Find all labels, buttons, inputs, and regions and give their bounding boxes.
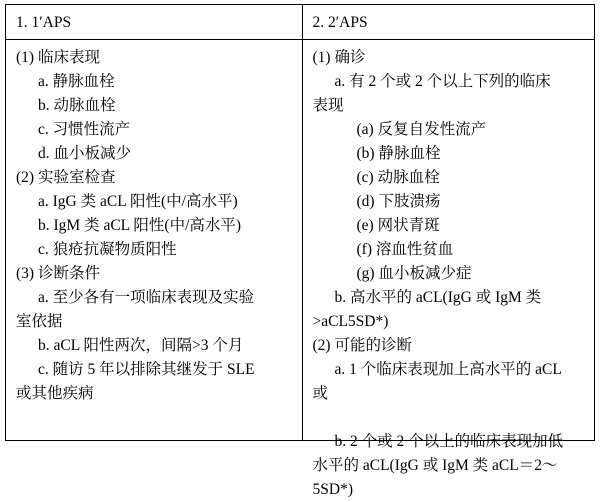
list-item-continuation: 室依据 xyxy=(16,313,63,330)
list-item: (c) 动脉血栓 xyxy=(356,169,440,186)
comparison-table xyxy=(5,4,595,498)
list-item: b. 2 个或 2 个以上的临床表现加低 xyxy=(334,433,564,450)
list-item: c. 随访 5 年以排除其继发于 SLE xyxy=(38,361,255,378)
column-header-secondary-aps: 2. 2′APS xyxy=(303,5,595,40)
list-item: b. 高水平的 aCL(IgG 或 IgM 类 xyxy=(334,289,542,306)
list-item: c. 习惯性流产 xyxy=(38,121,131,138)
list-item: (f) 溶血性贫血 xyxy=(356,241,454,258)
list-item-continuation: 5SD*) xyxy=(312,481,353,498)
column-body-secondary-aps xyxy=(303,40,595,502)
list-item: c. 狼疮抗凝物质阳性 xyxy=(38,241,177,258)
list-item: (d) 下肢溃疡 xyxy=(356,193,441,210)
list-item: b. IgM 类 aCL 阳性(中/高水平) xyxy=(38,217,242,234)
list-item: (1) 确诊 xyxy=(312,49,366,66)
list-item: d. 血小板减少 xyxy=(38,145,132,162)
list-item: (a) 反复自发性流产 xyxy=(356,121,487,138)
list-item-continuation: 水平的 aCL(IgG 或 IgM 类 aCL＝2～ xyxy=(312,457,558,474)
list-item: (2) 可能的诊断 xyxy=(312,337,412,354)
list-item-continuation: 或 xyxy=(312,385,329,402)
list-item-continuation: >aCL5SD*) xyxy=(312,313,389,330)
list-item-continuation: 表现 xyxy=(312,97,344,114)
column-body-primary-aps xyxy=(6,40,302,406)
list-item: a. 至少各有一项临床表现及实验 xyxy=(38,289,255,306)
list-item: a. 1 个临床表现加上高水平的 aCL xyxy=(334,361,562,378)
list-item: (2) 实验室检查 xyxy=(16,169,116,186)
table-column-secondary-aps xyxy=(303,5,595,498)
list-item: a. IgG 类 aCL 阳性(中/高水平) xyxy=(38,193,238,210)
blank-line xyxy=(313,406,589,430)
list-item: a. 有 2 个或 2 个以上下列的临床 xyxy=(334,73,551,90)
list-item-continuation: 或其他疾病 xyxy=(16,385,94,402)
list-item: (e) 网状青斑 xyxy=(356,217,440,234)
list-item: (g) 血小板减少症 xyxy=(356,265,472,282)
list-item: a. 静脉血栓 xyxy=(38,73,115,90)
list-item: (3) 诊断条件 xyxy=(16,265,100,282)
list-item: (1) 临床表现 xyxy=(16,49,100,66)
table-column-primary-aps xyxy=(6,5,303,440)
list-item: b. 动脉血栓 xyxy=(38,97,116,114)
column-header-primary-aps: 1. 1′APS xyxy=(6,5,302,40)
list-item: b. aCL 阳性两次，间隔>3 个月 xyxy=(38,337,244,354)
list-item: (b) 静脉血栓 xyxy=(356,145,441,162)
